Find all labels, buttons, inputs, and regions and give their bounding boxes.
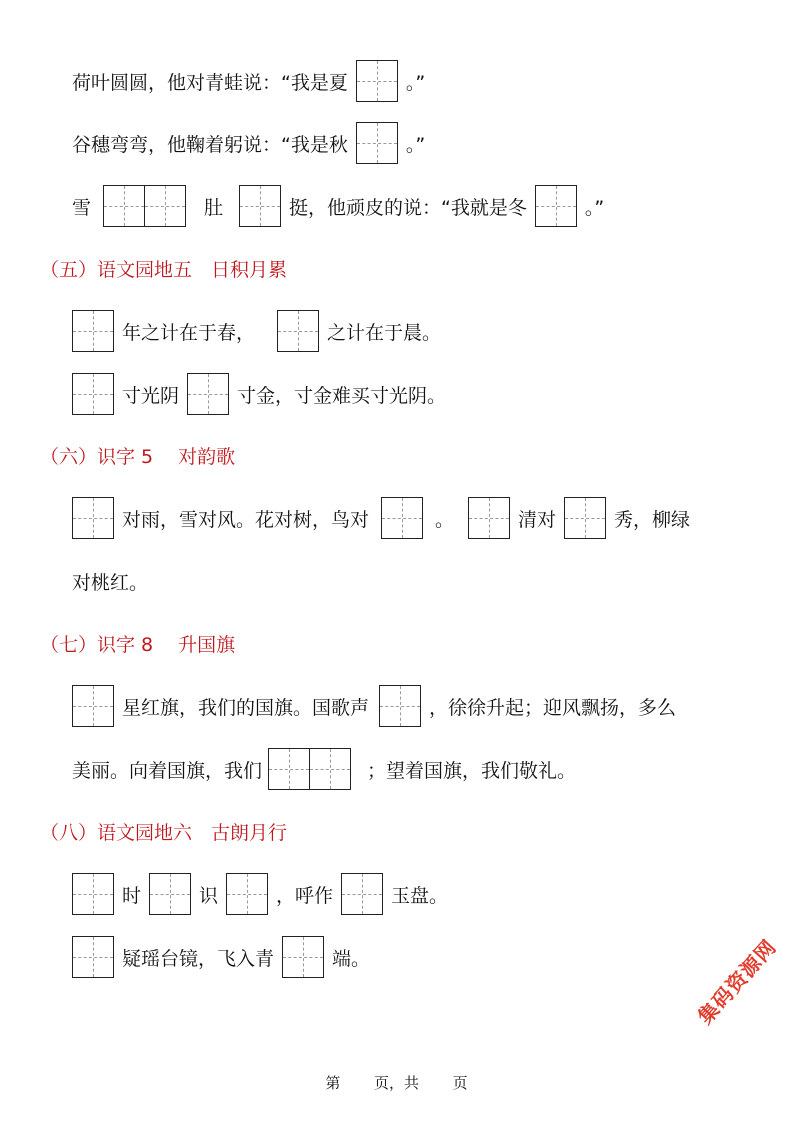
line-text: 肚 — [204, 196, 224, 219]
line-text: ，徐徐升起；迎风飘扬，多么 — [429, 696, 677, 719]
answer-box[interactable] — [356, 122, 398, 164]
answer-box[interactable] — [187, 373, 229, 415]
answer-box[interactable] — [226, 873, 268, 915]
page-footer — [0, 1072, 793, 1093]
footer-text: 页，共 — [373, 1074, 419, 1092]
line-text: 对雨，雪对风。花对树，鸟对 — [122, 508, 370, 531]
sec8-line-2 — [72, 935, 370, 979]
line-text: 美丽。向着国旗，我们 — [72, 759, 263, 782]
sec5-line-2 — [72, 372, 446, 416]
footer-text: 页 — [452, 1074, 468, 1092]
answer-box[interactable] — [356, 60, 398, 102]
section-heading-6: （六）识字 5 对韵歌 — [40, 445, 236, 468]
answer-box[interactable] — [468, 497, 510, 539]
line-text: 玉盘。 — [391, 884, 449, 907]
answer-box[interactable] — [564, 497, 606, 539]
line-text: 年之计在于春， — [122, 321, 256, 344]
line-text: 时 — [122, 884, 142, 907]
answer-box[interactable] — [72, 373, 114, 415]
footer-text: 第 — [325, 1074, 341, 1092]
line-text: 端。 — [332, 947, 371, 970]
poem-line-winter — [72, 184, 604, 228]
sec8-line-1 — [72, 872, 448, 916]
answer-box[interactable] — [282, 936, 324, 978]
answer-box[interactable] — [535, 185, 577, 227]
sec7-line-2 — [72, 747, 576, 791]
line-text: 荷叶圆圆，他对青蛙说：“我是夏 — [72, 71, 348, 94]
line-text: 。” — [405, 133, 426, 156]
section-heading-8: （八）语文园地六 古朗月行 — [40, 821, 288, 844]
answer-box[interactable] — [379, 685, 421, 727]
line-text: 寸光阴 — [122, 384, 180, 407]
answer-box[interactable] — [72, 873, 114, 915]
watermark-logo: 集码资源网 — [692, 934, 782, 1029]
answer-box[interactable] — [310, 748, 351, 790]
line-text: 对桃红。 — [72, 571, 149, 594]
answer-box[interactable] — [72, 685, 114, 727]
answer-box[interactable] — [268, 748, 310, 790]
line-text: 寸金，寸金难买寸光阴。 — [237, 384, 447, 407]
line-text: 。” — [584, 196, 605, 219]
line-text: 。 — [435, 508, 455, 531]
answer-box[interactable] — [72, 936, 114, 978]
answer-box[interactable] — [149, 873, 191, 915]
section-heading-5: （五）语文园地五 日积月累 — [40, 258, 288, 281]
line-text: ；望着国旗，我们敬礼。 — [367, 759, 577, 782]
answer-box[interactable] — [72, 310, 114, 352]
line-text: ，呼作 — [276, 884, 334, 907]
line-text: 。” — [405, 71, 426, 94]
line-text: 星红旗，我们的国旗。国歌声 — [122, 696, 370, 719]
line-text: 挺，他顽皮的说：“我就是冬 — [289, 196, 527, 219]
answer-box[interactable] — [145, 185, 186, 227]
answer-box[interactable] — [72, 497, 114, 539]
line-text: 谷穗弯弯，他鞠着躬说：“我是秋 — [72, 133, 348, 156]
sec6-line-1 — [72, 496, 690, 540]
line-text: 雪 — [72, 196, 92, 219]
sec5-line-1 — [72, 309, 441, 353]
answer-box[interactable] — [381, 497, 423, 539]
line-text: 秀，柳绿 — [614, 508, 691, 531]
sec7-line-1 — [72, 684, 676, 728]
section-heading-7: （七）识字 8 升国旗 — [40, 633, 236, 656]
poem-line-summer — [72, 59, 425, 103]
poem-line-autumn — [72, 121, 425, 165]
answer-box[interactable] — [103, 185, 145, 227]
line-text: 之计在于晨。 — [327, 321, 442, 344]
sec6-line-2 — [72, 559, 148, 603]
line-text: 清对 — [518, 508, 557, 531]
answer-box[interactable] — [277, 310, 319, 352]
answer-box[interactable] — [341, 873, 383, 915]
answer-box[interactable] — [239, 185, 281, 227]
line-text: 识 — [199, 884, 219, 907]
line-text: 疑瑶台镜，飞入青 — [122, 947, 275, 970]
